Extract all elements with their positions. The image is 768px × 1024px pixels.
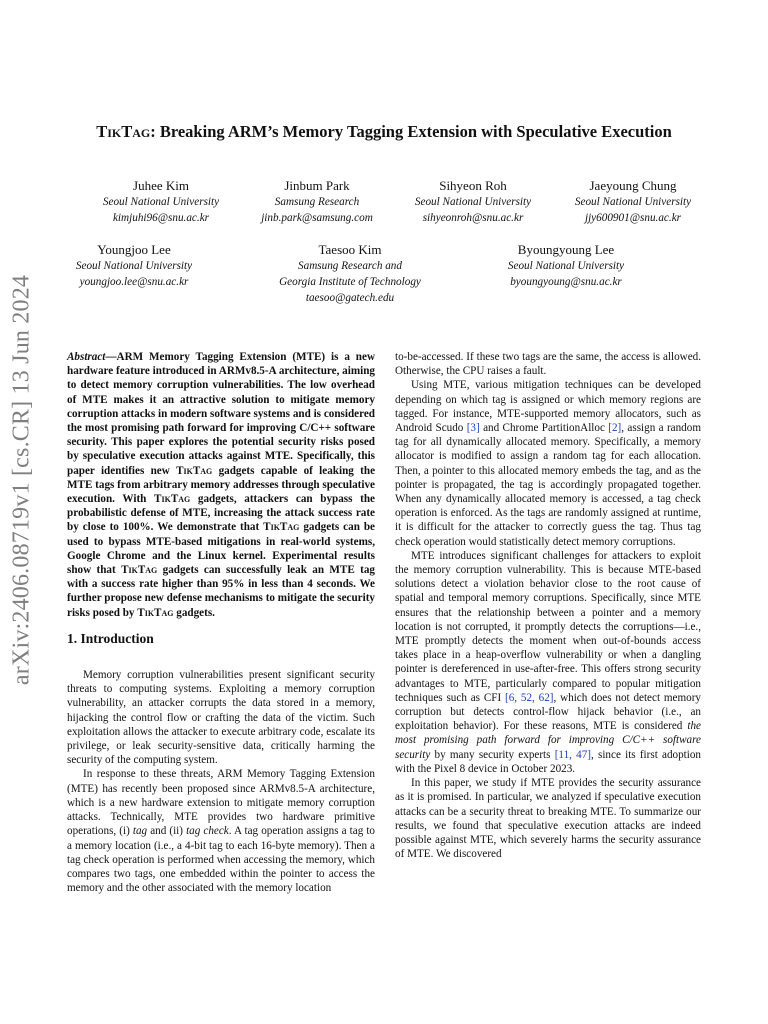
abstract: Abstract—ARM Memory Tagging Extension (MTE) is a new hardware feature introduced in ARMv8.5-A architecture, aiming to detect memory corruption vulnerabilities. The low overhead of MTE makes it an attractive solution to mitigate memory corruption attacks in modern software systems and is considered the most promising path forward for improving C/C++ software security. This paper explores the potential security risks posed by speculative execution attacks against MTE. Specifically, this paper identifies new TikTag gadgets capable of leaking the MTE tags from arbitrary memory addresses through speculative execution. With TikTag gadgets, attackers can bypass the probabilistic defense of MTE, increasing the attack success rate by close to 100%. We demonstrate that TikTag gadgets can be used to bypass MTE-based mitigations in real-world systems, Google Chrome and the Linux kernel. Experimental results show that TikTag gadgets can successfully leak an MTE tag with a success rate higher than 95% in less than 4 seconds. We further propose new defense mechanisms to mitigate the security risks posed by TikTag gadgets. <box>67 351 376 619</box>
abstract-label: Abstract <box>67 351 106 363</box>
right-column <box>395 350 701 861</box>
author-name: Youngjoo Lee <box>97 242 171 257</box>
author-affiliation: Seoul National University <box>102 196 220 208</box>
author-block <box>382 178 564 226</box>
author-name: Taesoo Kim <box>318 242 382 257</box>
author-affiliation: Samsung Research <box>274 196 360 208</box>
paper-title <box>0 122 768 142</box>
author-affiliation: Seoul National University <box>414 196 532 208</box>
author-affiliation: Seoul National University <box>75 260 193 272</box>
title-rest: : Breaking ARM’s Memory Tagging Extension with Speculative Execution <box>150 122 672 141</box>
title-tiktag: TikTag <box>96 122 151 141</box>
author-affiliation: Seoul National University <box>574 196 692 208</box>
citation-link[interactable]: [3] <box>466 422 480 435</box>
author-email[interactable]: jinb.park@samsung.com <box>261 212 373 224</box>
intro-paragraph-2: In response to these threats, ARM Memory Tagging Extension (MTE) has recently been proposed since ARMv8.5-A architecture, which is a new hardware extension to mitigate memory corruption attacks. Technically, MTE provides two hardware primitive operations, (i) tag and (ii) tag check. A tag operation assigns a tag to a memory location (i.e., a 4-bit tag to each 16-byte memory). Then a tag check operation is performed when accessing the memory, which compares two tags, one embedded within the pointer to access the memory and the other associated with the memory location <box>67 768 376 895</box>
author-email[interactable]: taesoo@gatech.edu <box>305 292 395 304</box>
citation-link[interactable]: [6, 52, 62] <box>504 691 554 704</box>
author-name: Juhee Kim <box>133 178 189 193</box>
author-block <box>250 242 450 306</box>
arxiv-identifier-stamp: arXiv:2406.08719v1 [cs.CR] 13 Jun 2024 <box>8 274 35 686</box>
author-email[interactable]: youngjoo.lee@snu.ac.kr <box>79 276 189 288</box>
author-block <box>476 242 656 290</box>
author-block <box>70 178 252 226</box>
author-email[interactable]: sihyeonroh@snu.ac.kr <box>422 212 524 224</box>
author-block <box>542 178 724 226</box>
author-name: Jaeyoung Chung <box>589 178 677 193</box>
right-paragraph-2: MTE introduces significant challenges for attackers to exploit the memory corruption vulnerability. This is because MTE-based solutions detect a violation behavior close to the root cause of spatial and temporal memory corruptions. Specifically, since MTE ensures that the relationship between a pointer and a memory location is not corrupted, it promptly detects the corruptions—i.e., MTE promptly detects the moment when out-of-bounds access takes place in a heap-overflow vulnerability or when a dangling pointer is dereferenced in use-after-free. This offers strong security advantages to MTE, particularly compared to popular mitigation techniques such as CFI [6, 52, 62], which does not detect memory corruption but detects control-flow hijack behavior (i.e., an exploitation behavior). For these reasons, MTE is considered the most promising path forward for improving C/C++ software security by many security experts [11, 47], since its first adoption with the Pixel 8 device in October 2023. <box>395 549 701 775</box>
author-affiliation: Seoul National University <box>507 260 625 272</box>
author-affiliation-second: Georgia Institute of Technology <box>279 276 421 288</box>
right-continuation: to-be-accessed. If these two tags are the same, the access is allowed. Otherwise, the CPU raises a fault. <box>395 351 701 378</box>
citation-link[interactable]: [11, 47] <box>554 748 591 761</box>
author-affiliation: Samsung Research and <box>298 260 402 272</box>
author-email[interactable]: kimjuhi96@snu.ac.kr <box>112 212 210 224</box>
author-name: Jinbum Park <box>284 178 350 193</box>
citation-link[interactable]: [2] <box>608 422 622 435</box>
author-email[interactable]: jjy600901@snu.ac.kr <box>584 212 682 224</box>
author-name: Byoungyoung Lee <box>517 242 615 257</box>
intro-paragraph-1: Memory corruption vulnerabilities present significant security threats to computing systems. Exploiting a memory corruption vulnerability, an attacker corrupts the data stored in a memory, hijacking the control flow or crafting the data of the victim. Such exploitation allows the attacker to execute arbitrary code, escalate its privilege, or leak security-sensitive data, critically harming the security of the computing system. <box>67 669 375 767</box>
author-block <box>44 242 224 290</box>
author-name: Sihyeon Roh <box>439 178 507 193</box>
section-heading-introduction: 1. Introduction <box>67 630 154 646</box>
right-paragraph-3: In this paper, we study if MTE provides the security assurance as it is promised. In particular, we analyzed if speculative execution attacks can be a security threat to breaking MTE. To summarize our results, we found that speculative execution attacks are indeed possible against MTE, which severely harms the security assurance of MTE. We discovered <box>395 777 701 861</box>
right-paragraph-1: Using MTE, various mitigation techniques can be developed depending on which tag is assigned or which memory regions are tagged. For instance, MTE-supported memory allocators, such as Android Scudo [3] and Chrome PartitionAlloc [2], assign a random tag for all dynamically allocated memory. Specifically, a memory allocator is modified to assign a random tag for each allocation. Then, a pointer to this allocated memory embeds the tag, and as the pointer is propagated, the tag is accordingly propagated together. When any dynamically allocated memory is accessed, a tag check operation is enforced. As the tags are randomly assigned at runtime, it is difficult for the attacker to correctly guess the tag. Thus tag check operation would statistically detect memory corruptions. <box>395 379 701 548</box>
author-block <box>226 178 408 226</box>
author-email[interactable]: byoungyoung@snu.ac.kr <box>510 276 622 288</box>
left-column <box>67 350 375 895</box>
